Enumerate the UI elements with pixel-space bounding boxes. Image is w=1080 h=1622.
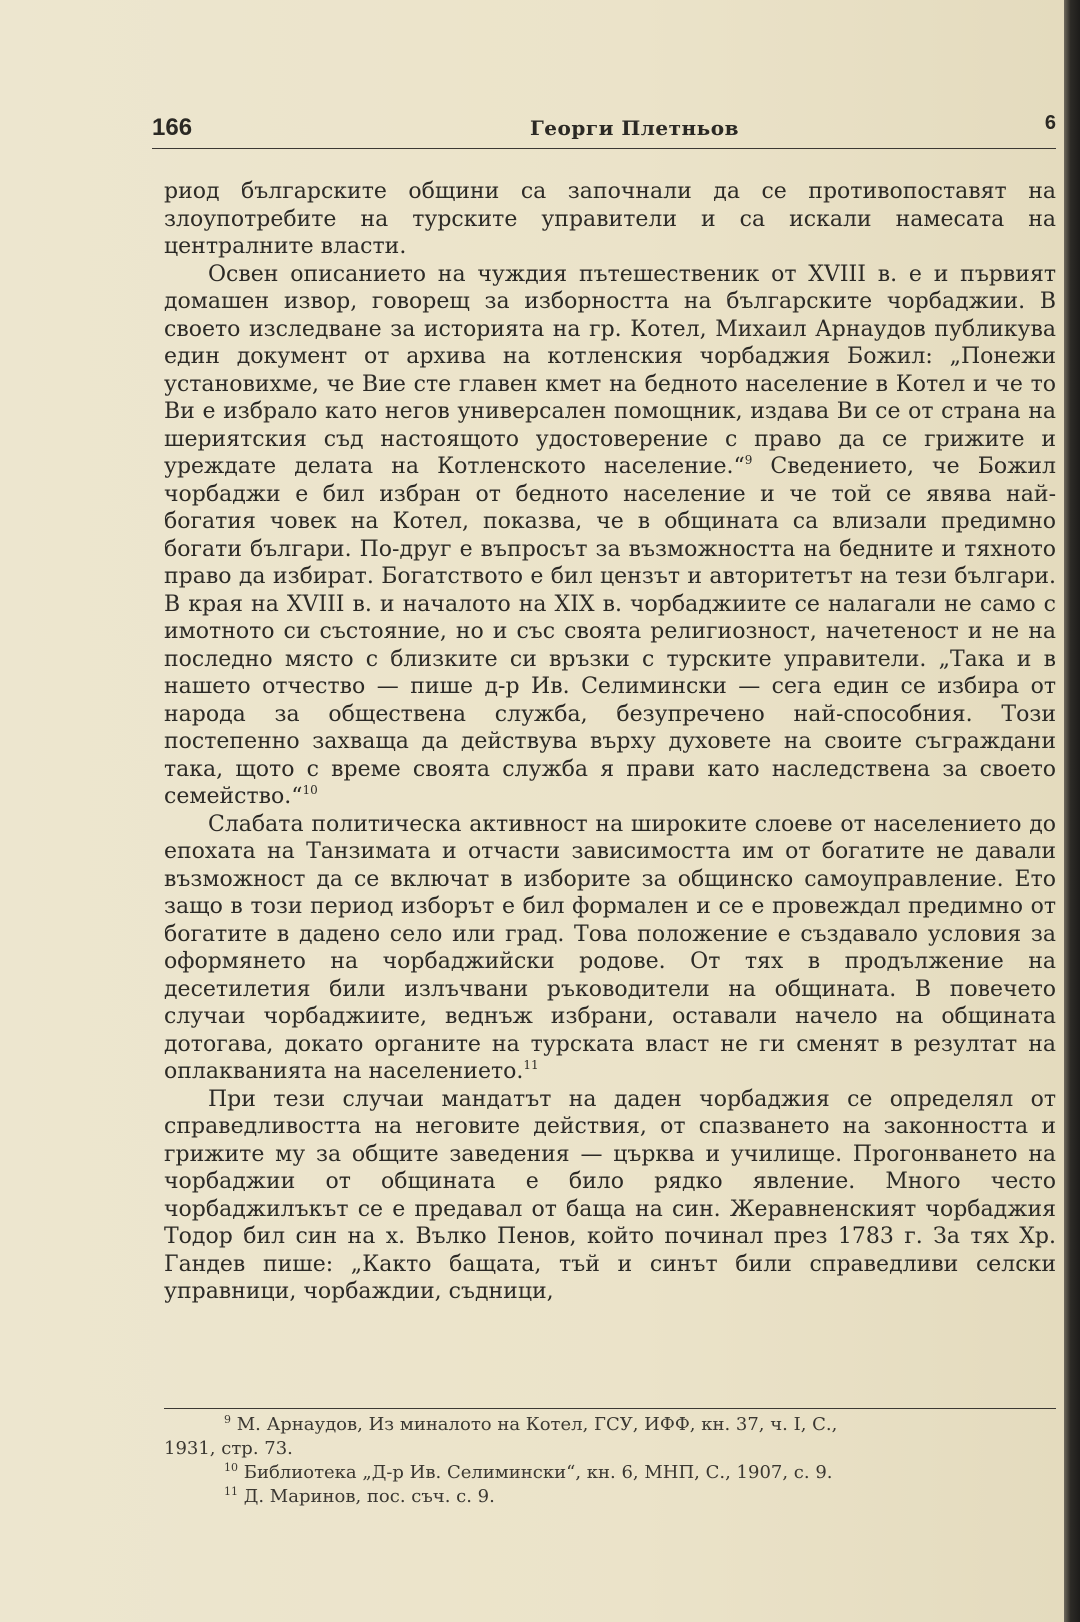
paragraph-1 xyxy=(164,178,1056,261)
footnotes xyxy=(164,1408,1056,1509)
paragraph-3 xyxy=(164,811,1056,1086)
paragraph-text: риод българските общини са започнали да се противопоставят на злоупотребите на турските управители и са искали намесата на централните власти. xyxy=(164,179,1056,259)
page-header xyxy=(152,112,1056,149)
paragraph-2 xyxy=(164,261,1056,811)
paragraph-4 xyxy=(164,1086,1056,1306)
footnote-ref-9: 9 xyxy=(744,453,753,467)
paragraph-text: Освен описанието на чуждия пътешественик от XVIII в. е и първият домашен извор, говорещ за изборността на българските чорбаджии. В своето изследване за историята на гр. Котел, Михаил Арнаудов публикува един документ от архива на котленския чорбаджия Божил: „Понежи установихме, че Вие сте главен кмет на бедното население в Котел и че то Ви е избрало като негов универсален помощник, издава Ви се от страна на шериятския съд настоящото удостоверение с право да се грижите и уреждате делата на Котленското население.“ xyxy=(164,261,1056,479)
paragraph-text: При тези случаи мандатът на даден чорбаджия се определял от справедливостта на неговите действия, от спазването на законността и грижите му за общите заведения — църква и училище. Прогонването на чорбаджии от общината е било рядко явление. Много често чорбаджилъкът се е предавал от баща на син. Жеравненският чорбаджия Тодор бил син на х. Вълко Пенов, който починал през 1783 г. За тях Хр. Гандев пише: „Както бащата, тъй и синът били справедливи селски управници, чорбаждии, съдници, xyxy=(164,1086,1056,1304)
footnote-10 xyxy=(164,1461,1056,1485)
page-number: 166 xyxy=(152,114,193,141)
footnote-text: 1931, стр. 73. xyxy=(164,1438,293,1459)
footnote-number: 10 xyxy=(224,1461,238,1474)
footnote-text: Д. Маринов, пос. съч. с. 9. xyxy=(243,1486,495,1507)
footnote-9 xyxy=(164,1413,1056,1437)
footnote-text: М. Арнаудов, Из миналото на Котел, ГСУ, ИФФ, кн. 37, ч. I, С., xyxy=(236,1414,838,1435)
paragraph-text: Сведението, че Божил чорбаджи е бил избран от бедното население и че той се явява най-богатия човек на Котел, показва, че в общината са влизали предимно богати българи. По-друг е въпросът за възможността на бедните и тяхното право да избират. Богатството е бил цензът и авторитетът на тези българи. В края на XVIII в. и началото на XIX в. чорбаджиите се налагали не само с имотното си състояние, но и със своята религиозност, начетеност и не на последно място с близките си връзки с турските управители. „Така и в нашето отчество — пише д-р Ив. Селимински — сега един се избира от народа за обществена служба, безупречено най-способния. Този постепенно захваща да действува върху духовете на своите съграждани така, щото с време своята служба я прави като наследствена за своето семейство.“ xyxy=(164,454,1056,809)
page-edge-shadow xyxy=(1064,0,1080,1622)
corner-mark: 6 xyxy=(1044,112,1056,134)
footnote-ref-11: 11 xyxy=(523,1058,539,1072)
footnote-number: 9 xyxy=(224,1413,231,1426)
footnote-ref-10: 10 xyxy=(302,783,318,797)
paragraph-text: Слабата политическа активност на широките слоеве от населението до епохата на Танзимата и отчасти зависимостта им от богатите не давали възможност да се включат в изборите за общинско самоуправление. Ето защо в този период изборът е бил формален и се е провеждал предимно от богатите в дадено село или град. Това положение е създавало условия за оформянето на чорбаджийски родове. От тях в продължение на десетилетия били излъчвани ръководители на общината. В повечето случаи чорбаджиите, веднъж избрани, оставали начело на общината дотогава, докато органите на турската власт не ги сменят в резултат на оплакванията на населението. xyxy=(164,811,1056,1084)
running-title: Георги Плетньов xyxy=(530,116,739,140)
footnote-text: Библиотека „Д-р Ив. Селимински“, кн. 6, МНП, С., 1907, с. 9. xyxy=(243,1462,833,1483)
footnote-9-continuation xyxy=(164,1437,1056,1461)
footnote-number: 11 xyxy=(224,1485,238,1498)
main-text xyxy=(164,178,1056,1306)
footnote-11 xyxy=(164,1485,1056,1509)
